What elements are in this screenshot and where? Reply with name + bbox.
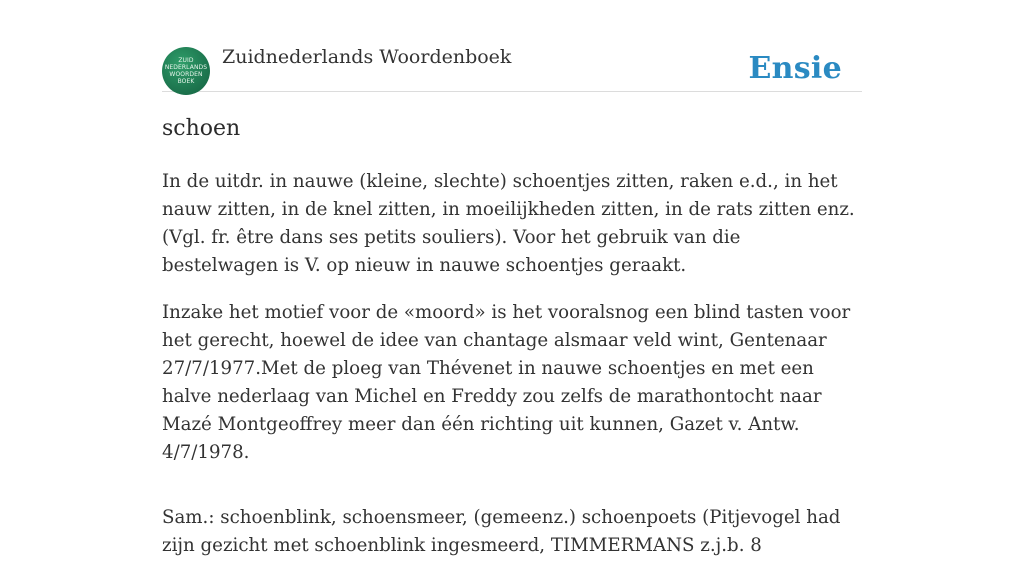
entry-headword: schoen	[162, 116, 241, 141]
ensie-brand-link[interactable]: Ensie	[748, 51, 842, 86]
logo-line: WOORDEN	[169, 71, 203, 78]
logo-line: BOEK	[177, 78, 195, 85]
page	[162, 0, 862, 556]
entry-body	[162, 168, 862, 579]
site-header	[162, 0, 862, 92]
entry-paragraph: Inzake het motief voor de «moord» is het vooralsnog een blind tasten voor het gerecht, hoewel de idee van chantage alsmaar veld wint, Gentenaar 27/7/1977.Met de ploeg van Thévenet in nauwe schoentjes en met een halve nederlaag van Michel en Freddy zou zelfs de marathontocht naar Mazé Montgeoffrey meer dan één richting uit kunnen, Gazet v. Antw. 4/7/1978.	[162, 302, 851, 463]
logo-line: NEDERLANDS	[164, 64, 208, 71]
entry-paragraph: Sam.: schoenblink, schoensmeer, (gemeenz.) schoenpoets (Pitjevogel had zijn gezicht met schoenblink ingesmeerd, TIMMERMANS z.j.b. 8	[162, 507, 841, 556]
logo-line: ZUID	[178, 57, 194, 64]
site-logo[interactable]	[162, 47, 210, 95]
site-title-link[interactable]: Zuidnederlands Woordenboek	[222, 46, 512, 68]
entry-paragraph: In de uitdr. in nauwe (kleine, slechte) schoentjes zitten, raken e.d., in het nauw zitten, in de knel zitten, in moeilijkheden zitten, in de rats zitten enz. (Vgl. fr. être dans ses petits souliers). Voor het gebruik van die bestelwagen is V. op nieuw in nauwe schoentjes geraakt.	[162, 171, 855, 276]
